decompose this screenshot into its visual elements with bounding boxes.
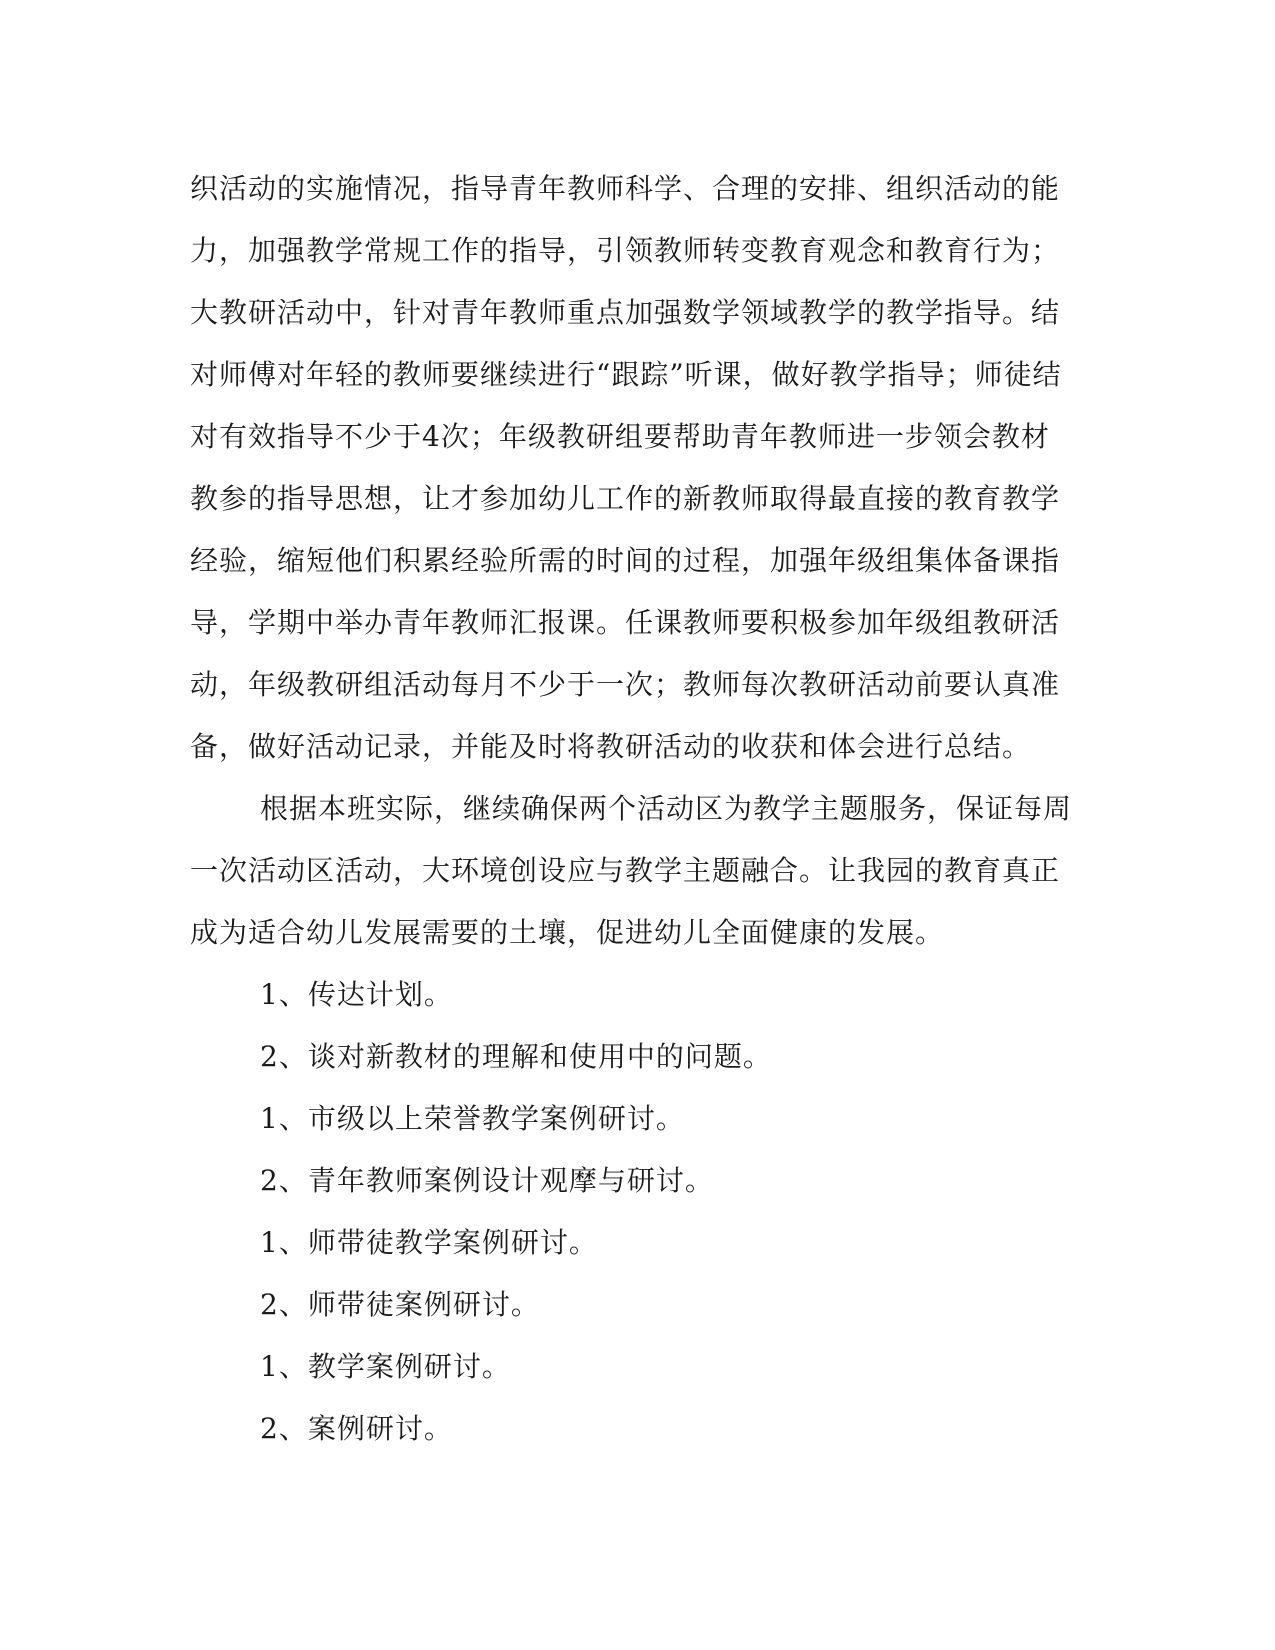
paragraph2-line-1: 根据本班实际，继续确保两个活动区为教学主题服务，保证每周: [260, 792, 1073, 825]
document-body: [190, 158, 1090, 1460]
paragraph1-line-4: 对师傅对年轻的教师要继续进行“跟踪”听课，做好教学指导；师徒结: [190, 358, 1062, 391]
paragraph2-line-3: 成为适合幼儿发展需要的土壤，促进幼儿全面健康的发展。: [190, 916, 945, 949]
list-item: 1、市级以上荣誉教学案例研讨。: [260, 1102, 685, 1135]
paragraph1-line-1: 织活动的实施情况，指导青年教师科学、合理的安排、组织活动的能: [190, 172, 1061, 205]
paragraph2-line-2: 一次活动区活动，大环境创设应与教学主题融合。让我园的教育真正: [190, 854, 1061, 887]
list-item: 1、师带徒教学案例研讨。: [260, 1226, 598, 1259]
paragraph1-line-8: 导，学期中举办青年教师汇报课。任课教师要积极参加年级组教研活: [190, 606, 1061, 639]
paragraph1-line-2: 力，加强教学常规工作的指导，引领教师转变教育观念和教育行为；: [190, 234, 1061, 267]
list-item: 2、案例研讨。: [260, 1412, 453, 1445]
paragraph1-line-10: 备，做好活动记录，并能及时将教研活动的收获和体会进行总结。: [190, 730, 1032, 763]
paragraph1-line-7: 经验，缩短他们积累经验所需的时间的过程，加强年级组集体备课指: [190, 544, 1061, 577]
list-item: 2、师带徒案例研讨。: [260, 1288, 540, 1321]
paragraph1-line-5: 对有效指导不少于4次；年级教研组要帮助青年教师进一步领会教材: [190, 420, 1050, 453]
paragraph1-line-6: 教参的指导思想，让才参加幼儿工作的新教师取得最直接的教育教学: [190, 482, 1061, 515]
list-item: 2、青年教师案例设计观摩与研讨。: [260, 1164, 714, 1197]
paragraph1-line-9: 动，年级教研组活动每月不少于一次；教师每次教研活动前要认真准: [190, 668, 1061, 701]
list-item: 1、传达计划。: [260, 978, 453, 1011]
list-item: 1、教学案例研讨。: [260, 1350, 511, 1383]
paragraph1-line-3: 大教研活动中，针对青年教师重点加强数学领域教学的教学指导。结: [190, 296, 1061, 329]
list-item: 2、谈对新教材的理解和使用中的问题。: [260, 1040, 772, 1073]
